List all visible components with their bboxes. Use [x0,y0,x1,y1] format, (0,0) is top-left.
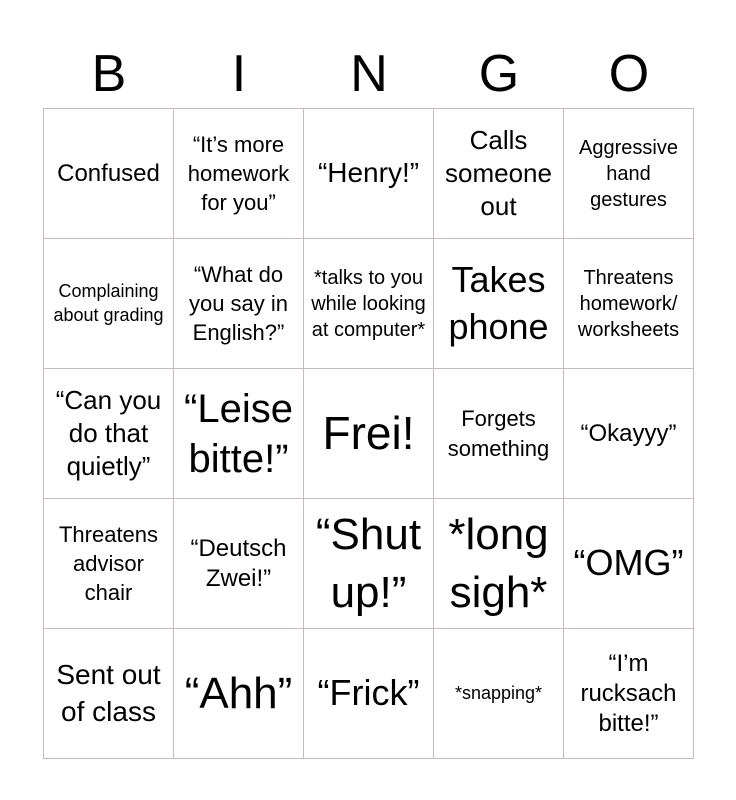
header-letter-b: B [91,45,127,103]
bingo-cell-text: “Okayyy” [580,419,677,447]
bingo-cell-text: “Can you do that quietly” [55,384,162,482]
bingo-cell-r2-c4[interactable] [564,369,694,499]
bingo-cell-text: Threatens homework/ worksheets [577,266,680,341]
bingo-cell-r2-c1[interactable] [174,369,304,499]
bingo-cell-text: “Ahh” [184,668,293,718]
bingo-cell-text: “Henry!” [317,157,420,189]
bingo-header [44,40,694,108]
header-letter-o: O [608,45,650,103]
bingo-cell-r1-c4[interactable] [564,239,694,369]
bingo-cell-text: *talks to you while looking at computer* [311,266,426,341]
bingo-cell-r0-c4[interactable] [564,109,694,239]
bingo-cell-text: Aggressive hand gestures [579,136,678,211]
header-letter-g: G [478,45,520,103]
bingo-cell-r4-c4[interactable] [564,629,694,759]
bingo-cell-r0-c2[interactable] [304,109,434,239]
bingo-cell-text: Confused [57,159,160,187]
bingo-cell-r4-c1[interactable] [174,629,304,759]
bingo-cell-r0-c3[interactable] [434,109,564,239]
bingo-cell-text: *long sigh* [448,510,549,617]
bingo-cell-r3-c3[interactable] [434,499,564,629]
bingo-cell-r2-c3[interactable] [434,369,564,499]
bingo-cell-r0-c1[interactable] [174,109,304,239]
bingo-cell-text: “What do you say in English?” [188,261,289,346]
header-letter-n: N [350,45,388,103]
bingo-cell-r0-c0[interactable] [44,109,174,239]
bingo-cell-text: “Leise bitte!” [184,386,293,481]
bingo-cell-text: “Deutsch Zwei!” [190,534,287,592]
bingo-cell-text: Threatens advisor chair [58,521,159,606]
bingo-cell-r4-c2[interactable] [304,629,434,759]
bingo-cell-r3-c4[interactable] [564,499,694,629]
bingo-card-grid [43,108,694,759]
bingo-cell-text: “Shut up!” [315,510,422,617]
bingo-cell-text: “Frick” [317,672,420,714]
bingo-cell-r4-c0[interactable] [44,629,174,759]
bingo-cell-text: “OMG” [573,542,684,584]
bingo-cell-r3-c2[interactable] [304,499,434,629]
bingo-cell-text: Complaining about grading [53,281,164,325]
bingo-cell-text: Forgets something [447,406,550,461]
bingo-cell-r1-c0[interactable] [44,239,174,369]
bingo-cell-r2-c0[interactable] [44,369,174,499]
bingo-cell-r1-c3[interactable] [434,239,564,369]
bingo-cell-text: *snapping* [454,682,543,703]
bingo-cell-r3-c1[interactable] [174,499,304,629]
bingo-cell-text: “It’s more homework for you” [187,131,290,216]
bingo-cell-r1-c2[interactable] [304,239,434,369]
bingo-cell-r4-c3[interactable] [434,629,564,759]
bingo-cell-text: Takes phone [448,258,549,347]
bingo-cell-r3-c0[interactable] [44,499,174,629]
bingo-cell-text: Frei! [322,406,415,459]
bingo-cell-r1-c1[interactable] [174,239,304,369]
header-letter-i: I [231,45,247,103]
bingo-cell-text: “I’m rucksach bitte!” [580,649,677,737]
bingo-cell-text: Sent out of class [56,659,161,727]
bingo-cell-text: Calls someone out [445,124,552,222]
bingo-cell-r2-c2[interactable] [304,369,434,499]
